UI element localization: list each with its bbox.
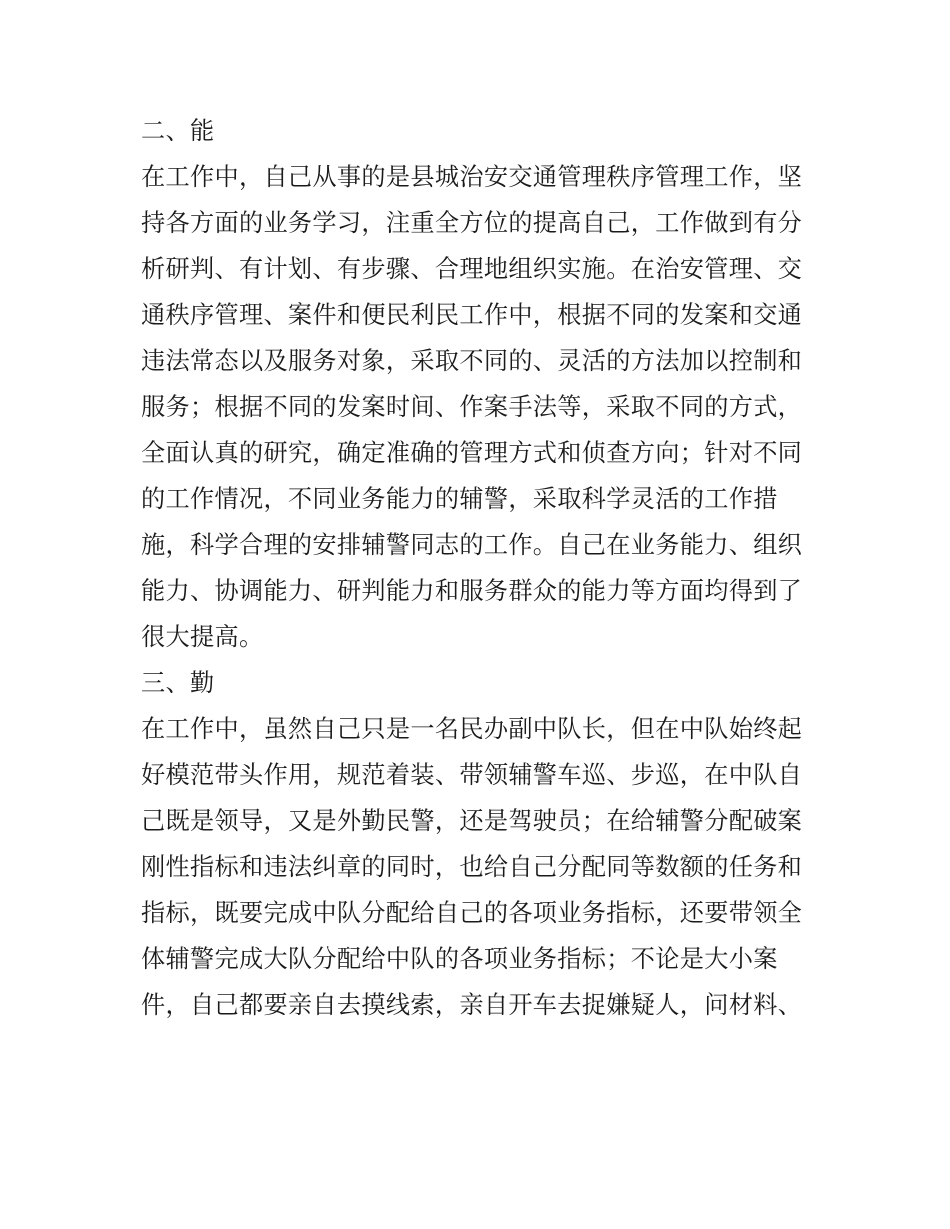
paragraph-line: 持各方面的业务学习，注重全方位的提高自己，工作做到有分: [141, 209, 803, 237]
paragraph-line: 服务；根据不同的发案时间、作案手法等，采取不同的方式，: [141, 393, 803, 421]
paragraph-line: 刚性指标和违法纠章的同时，也给自己分配同等数额的任务和: [141, 853, 803, 881]
paragraph-line: 的工作情况，不同业务能力的辅警，采取科学灵活的工作措: [141, 485, 778, 513]
paragraph-line: 很大提高。: [141, 623, 264, 651]
paragraph-line: 件，自己都要亲自去摸线索，亲自开车去捉嫌疑人，问材料、: [141, 991, 803, 1019]
paragraph-line: 全面认真的研究，确定准确的管理方式和侦查方向；针对不同: [141, 439, 803, 467]
document-body: [141, 108, 821, 1028]
section-heading: 三、勤: [141, 669, 215, 697]
paragraph-line: 好模范带头作用，规范着装、带领辅警车巡、步巡，在中队自: [141, 761, 803, 789]
paragraph-line: 指标，既要完成中队分配给自己的各项业务指标，还要带领全: [141, 899, 803, 927]
paragraph-line: 在工作中，虽然自己只是一名民办副中队长，但在中队始终起: [141, 715, 803, 743]
paragraph-line: 体辅警完成大队分配给中队的各项业务指标；不论是大小案: [141, 945, 778, 973]
paragraph-line: 通秩序管理、案件和便民利民工作中，根据不同的发案和交通: [141, 301, 803, 329]
paragraph-line: 施，科学合理的安排辅警同志的工作。自己在业务能力、组织: [141, 531, 803, 559]
paragraph-line: 能力、协调能力、研判能力和服务群众的能力等方面均得到了: [141, 577, 803, 605]
paragraph-line: 在工作中，自己从事的是县城治安交通管理秩序管理工作，坚: [141, 163, 803, 191]
paragraph-line: 析研判、有计划、有步骤、合理地组织实施。在治安管理、交: [141, 255, 803, 283]
section-heading: 二、能: [141, 117, 215, 145]
paragraph-line: 己既是领导，又是外勤民警，还是驾驶员；在给辅警分配破案: [141, 807, 803, 835]
paragraph-line: 违法常态以及服务对象，采取不同的、灵活的方法加以控制和: [141, 347, 803, 375]
